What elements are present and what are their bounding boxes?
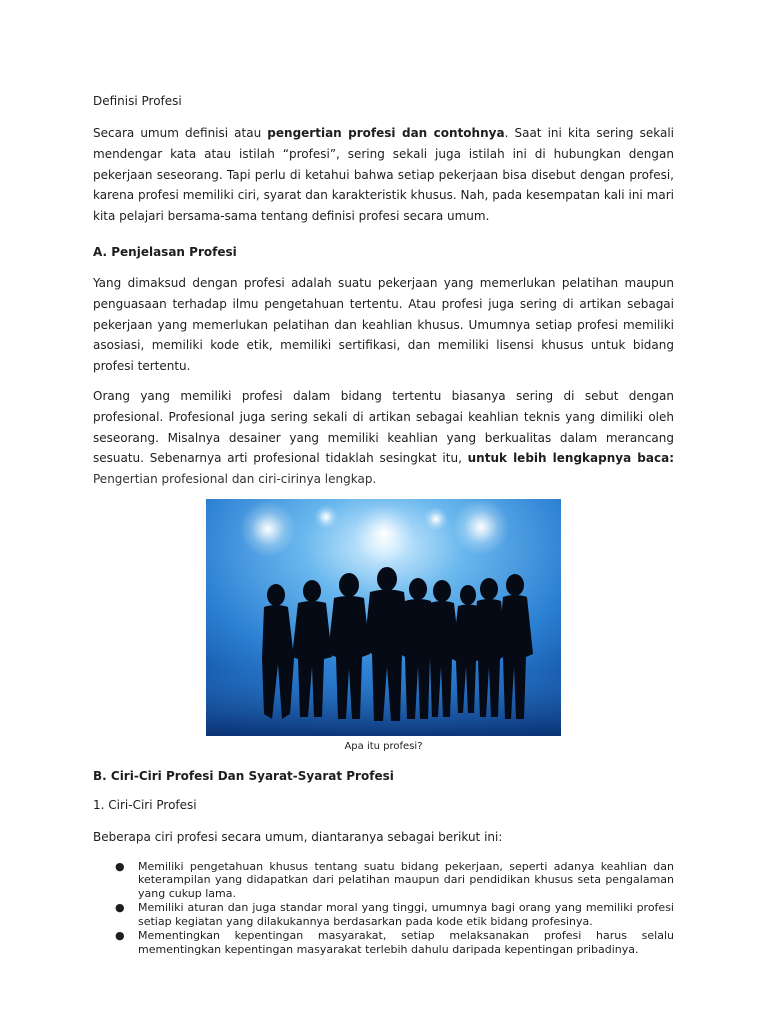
figure-caption: Apa itu profesi? bbox=[344, 740, 423, 752]
intro-paragraph bbox=[93, 123, 674, 227]
list-item-text: Memiliki aturan dan juga standar moral yang tinggi, umumnya bagi orang yang memiliki profesi setiap kegiatan yang dilakukannya berdasarkan pada kode etik bidang profesinya. bbox=[138, 901, 674, 928]
section-a-paragraph-1: Yang dimaksud dengan profesi adalah suatu pekerjaan yang memerlukan pelatihan maupun penguasaan terhadap ilmu pengetahuan tertentu. Atau profesi juga sering di artikan sebagai pekerjaan yang memerlukan pelatihan dan keahlian khusus. Umumnya setiap profesi memiliki asosiasi, memiliki kode etik, memiliki sertifikasi, dan memiliki lisensi khusus untuk bidang profesi tertentu. bbox=[93, 275, 674, 374]
document-page bbox=[93, 93, 674, 957]
bullet-icon: ● bbox=[115, 929, 125, 943]
section-b-subheading: 1. Ciri-Ciri Profesi bbox=[93, 797, 197, 812]
list-item-text: Mementingkan kepentingan masyarakat, setiap melaksanakan profesi harus selalu mementingkan kepentingan masyarakat terlebih dahulu daripada kepentingan pribadinya. bbox=[138, 929, 674, 956]
list-item-text: Memiliki pengetahuan khusus tentang suatu bidang pekerjaan, seperti adanya keahlian dan keterampilan yang didapatkan dari pelatihan maupun dari pendidikan khusus seta pengalaman yang cukup lama. bbox=[138, 859, 674, 900]
intro-text-start: Secara umum definisi atau bbox=[93, 126, 268, 140]
section-a-paragraph-2-text: Orang yang memiliki profesi dalam bidang tertentu biasanya sering di sebut dengan profesional. Profesional juga sering sekali di artikan sebagai keahlian teknis yang dimiliki oleh seseorang. Misalnya desainer yang memiliki keahlian yang berkualitas dalam merancang sesuatu. Sebenarnya arti profesional tidaklah sesingkat itu, bbox=[93, 388, 674, 466]
read-more-link[interactable]: Pengertian profesional dan ciri-cirinya lengkap. bbox=[93, 472, 377, 487]
section-b-heading: B. Ciri-Ciri Profesi Dan Syarat-Syarat Profesi bbox=[93, 768, 394, 783]
document-title: Definisi Profesi bbox=[93, 94, 182, 108]
list-item bbox=[93, 860, 674, 901]
section-a-paragraph-2 bbox=[93, 386, 674, 490]
bullet-icon: ● bbox=[115, 901, 125, 915]
bullet-icon: ● bbox=[115, 859, 125, 873]
list-item bbox=[93, 901, 674, 928]
section-a-heading: A. Penjelasan Profesi bbox=[93, 244, 237, 259]
section-b-intro: Beberapa ciri profesi secara umum, diantaranya sebagai berikut ini: bbox=[93, 829, 503, 844]
silhouette-group-image bbox=[206, 499, 561, 736]
read-more-bold-label: untuk lebih lengkapnya baca: bbox=[467, 451, 674, 466]
list-item bbox=[93, 929, 674, 956]
intro-text-rest: . Saat ini kita sering sekali mendengar kata atau istilah “profesi”, sering sekali juga istilah ini di hubungkan dengan pekerjaan seseorang. Tapi perlu di ketahui bahwa setiap pekerjaan bisa disebut dengan profesi, karena profesi memiliki ciri, syarat dan karakteristik khusus. Nah, pada kesempatan kali ini mari kita pelajari bersama-sama tentang definisi profesi secara umum. bbox=[93, 126, 674, 224]
intro-bold-keyword: pengertian profesi dan contohnya bbox=[267, 126, 505, 140]
figure bbox=[93, 499, 674, 754]
characteristics-list bbox=[93, 860, 674, 957]
